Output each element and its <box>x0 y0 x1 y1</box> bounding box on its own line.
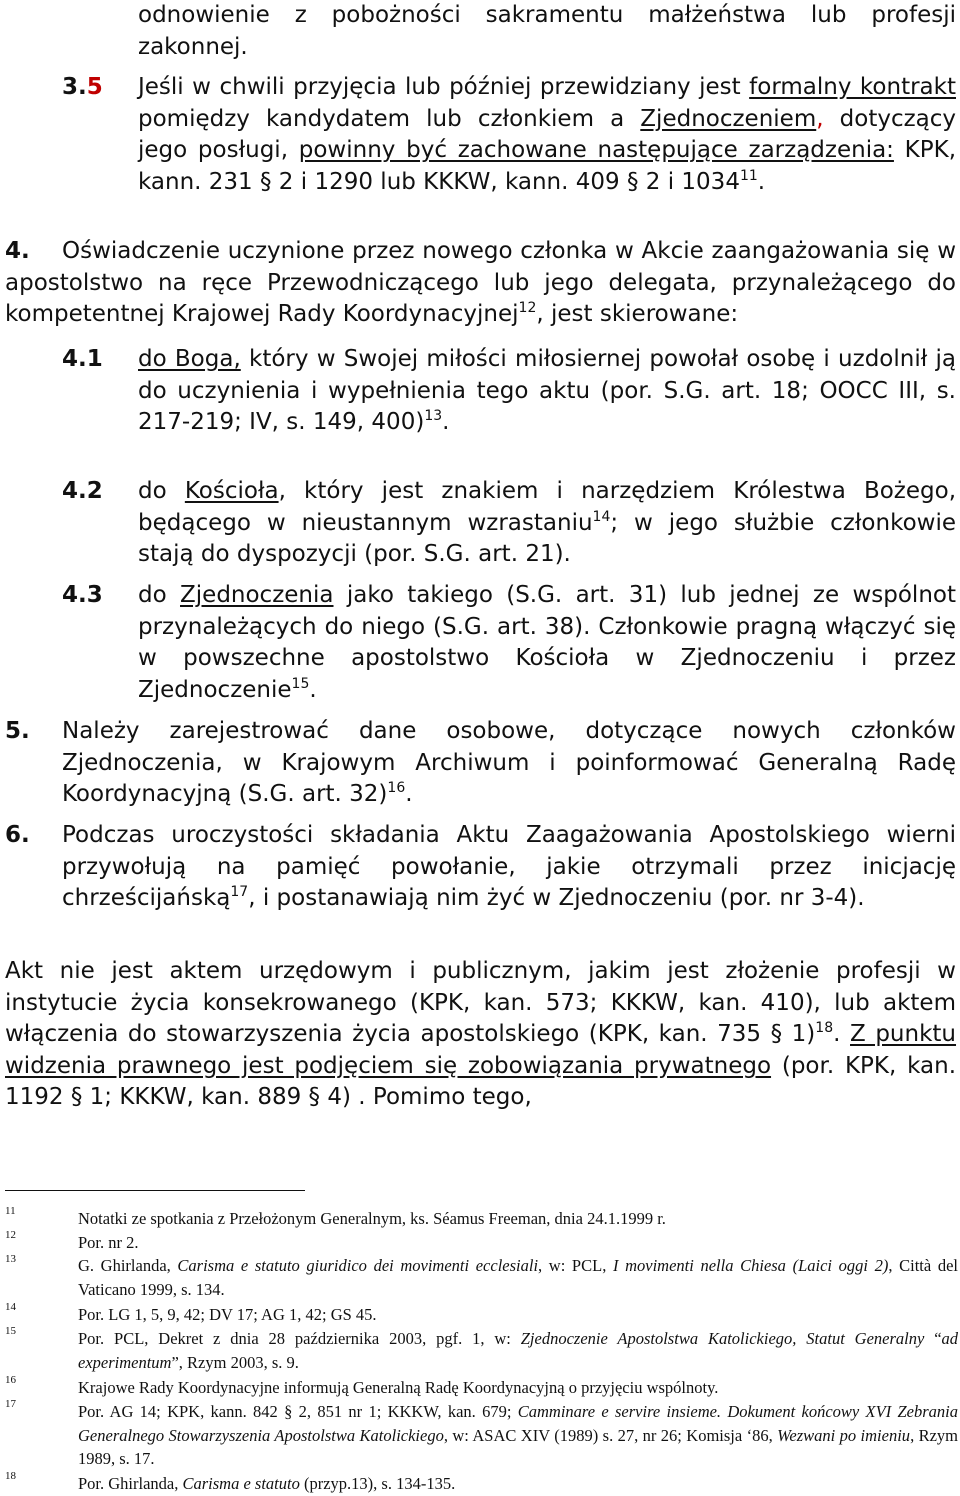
footnote-number: 17 <box>5 1398 16 1410</box>
footnote-ref: 12 <box>518 300 537 317</box>
footnote-number: 18 <box>5 1470 16 1482</box>
footnote-number: 15 <box>5 1325 16 1337</box>
footnote-ref: 11 <box>739 167 758 184</box>
section-number-4-1: 4.1 <box>62 346 103 372</box>
footnote-separator <box>5 1190 305 1191</box>
footnote-number: 13 <box>5 1253 16 1265</box>
section-number-3-5: 3.5 <box>62 74 103 100</box>
footnote-number: 11 <box>5 1205 16 1217</box>
paragraph-5: Należy zarejestrować dane osobowe, dotyczące nowych członków Zjednoczenia, w Krajowym Archiwum i poinformować Generalną Radę Koordynacyjną (S.G. art. 32)$^{16}$. <box>62 718 956 808</box>
footnote-text: Por. nr 2. <box>78 1233 139 1252</box>
paragraph-4-2: do Kościoła, który jest znakiem i narzędziem Królestwa Bożego, będącego w nieustannym wzrastaniu$^{14}$; w jego służbie członkowie stają do dyspozycji (por. S.G. art. 21). <box>138 478 957 568</box>
footnote-text: Por. PCL, Dekret z dnia 28 października 2003, pgf. 1, w: Zjednoczenie Apostolstwa Katolickiego, Statut Generalny “ad experimentum”, Rzym 2003, s. 9. <box>78 1329 959 1372</box>
paragraph-akt: Akt nie jest aktem urzędowym i publicznym, jakim jest złożenie profesji w instytucie życia konsekrowanego (KPK, kan. 573; KKKW, kan. 410), lub aktem włączenia do stowarzyszenia życia apostolskiego (KPK, kan. 735 § 1)$^{18}$. Z punktu widzenia prawnego jest podjęciem się zobowiązania prywatnego (por. KPK, kan. 1192 § 1; KKKW, kan. 889 § 4) . Pomimo tego, <box>5 958 957 1111</box>
section-number-4: 4. <box>5 238 30 264</box>
continuation-paragraph <box>138 0 956 63</box>
paragraph-4-1: do Boga, który w Swojej miłości miłosiernej powołał osobę i uzdolnił ją do uczynienia i wypełnienia tego aktu (por. S.G. art. 18; OOCC III, s. 217-219; IV, s. 149, 400)$^{13}$. <box>138 346 956 436</box>
footnote-text: Por. Ghirlanda, Carisma e statuto (przyp.13), s. 134-135. <box>78 1474 456 1493</box>
section-number-4-3: 4.3 <box>62 582 103 608</box>
footnote-number: 12 <box>5 1229 16 1241</box>
paragraph-6: Podczas uroczystości składania Aktu Zaagażowania Apostolskiego wierni przywołują na pamięć powołanie, jakie otrzymali przez inicjację chrześcijańską$^{17}$, i postanawiają nim żyć w Zjednoczeniu (por. nr 3-4). <box>62 822 956 912</box>
footnote-text: G. Ghirlanda, Carisma e statuto giuridico dei movimenti ecclesiali, w: PCL, I movimenti nella Chiesa (Laici oggi 2), Città del Vaticano 1999, s. 134. <box>78 1256 958 1299</box>
section-number-6: 6. <box>5 822 30 848</box>
underlined-text: Kościoła <box>184 478 279 504</box>
footnote-ref: 18 <box>815 1020 834 1037</box>
footnote-text: Notatki ze spotkania z Przełożonym Generalnym, ks. Séamus Freeman, dnia 24.1.1999 r. <box>78 1209 666 1228</box>
underlined-text: Zjednoczeniem <box>640 105 817 132</box>
underlined-text: Z punktu widzenia prawnego jest podjęciem się zobowiązania prywatnego <box>5 1021 957 1079</box>
underlined-text: Zjednoczenia <box>180 582 334 608</box>
footnote-ref: 13 <box>424 408 443 425</box>
paragraph-4-3: do Zjednoczenia jako takiego (S.G. art. 31) lub jednej ze wspólnot przynależących do niego (S.G. art. 38). Członkowie pragną włączyć się w powszechne apostolstwo Kościoła w Zjednoczeniu i przez Zjednoczenie$^{15}$. <box>138 582 956 703</box>
footnote-ref: 16 <box>387 780 406 797</box>
footnote-text: Por. AG 14; KPK, kann. 842 § 2, 851 nr 1; KKKW, kan. 679; Camminare e servire insieme. Dokument końcowy XVI Zebrania Generalnego Stowarzyszenia Apostolstwa Katolickiego, w: ASAC XIV (1989) s. 27, nr 26; Komisja ‘86, Wezwani po imieniu, Rzym 1989, s. 17. <box>78 1402 959 1468</box>
footnote-number: 16 <box>5 1374 16 1386</box>
footnote-ref: 17 <box>230 884 249 901</box>
text-line: zakonnej. <box>138 33 248 60</box>
underlined-text: formalny kontrakt <box>749 74 956 100</box>
footnote-number: 14 <box>5 1301 16 1313</box>
paragraph-3-5: Jeśli w chwili przyjęcia lub później przewidziany jest formalny kontrakt pomiędzy kandydatem lub członkiem a Zjednoczeniem, dotyczący jego posługi, powinny być zachowane następujące zarządzenia: KPK, kann. 231 § 2 i 1290 lub KKKW, kann. 409 § 2 i 1034$^{11}$. <box>138 74 957 195</box>
text-line: odnowienie z pobożności sakramentu małżeństwa lub profesji <box>138 2 956 28</box>
section-number-5: 5. <box>5 718 30 744</box>
paragraph-4: 4. Oświadczenie uczynione przez nowego członka w Akcie zaangażowania się w apostolstwo na ręce Przewodniczącego lub jego delegata, przynależącego do kompetentnej Krajowej Rady Koordynacyjnej$^{12}$, jest skierowane: <box>5 238 956 328</box>
footnote-ref: 14 <box>592 508 611 525</box>
footnote-text: Krajowe Rady Koordynacyjne informują Generalną Radę Koordynacyjną o przyjęciu wspólnoty. <box>78 1378 719 1397</box>
underlined-text: powinny być zachowane następujące zarządzenia: <box>298 137 894 164</box>
footnote-text: Por. LG 1, 5, 9, 42; DV 17; AG 1, 42; GS 45. <box>78 1305 377 1324</box>
section-number-4-2: 4.2 <box>62 478 103 504</box>
underlined-text: do Boga, <box>138 346 241 372</box>
footnote-ref: 15 <box>291 675 310 692</box>
